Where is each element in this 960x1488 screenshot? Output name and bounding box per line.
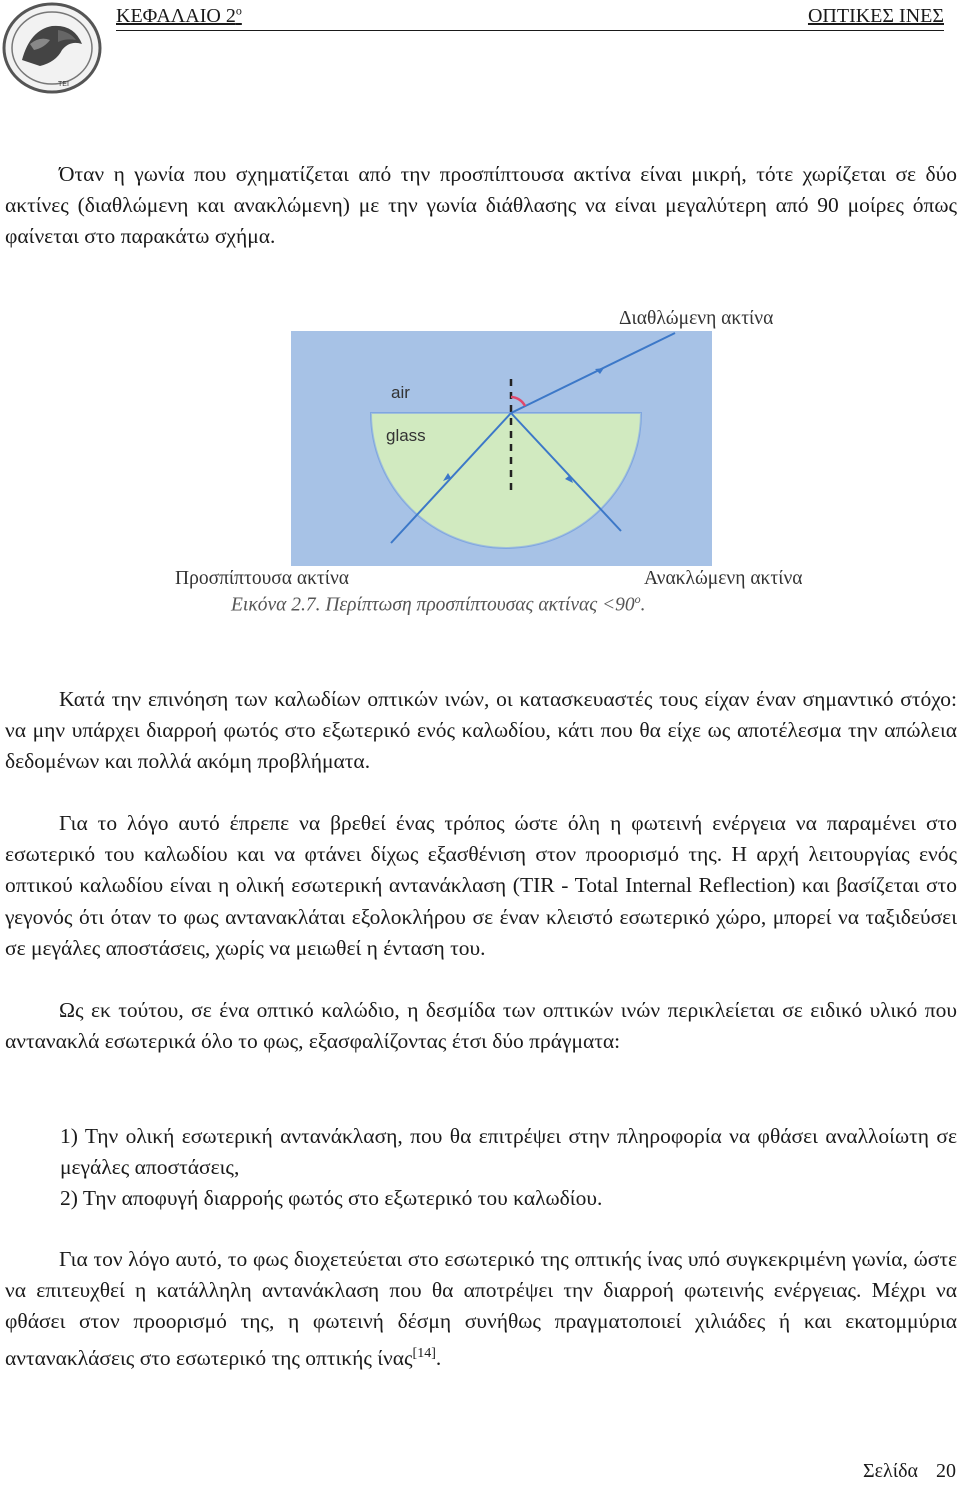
- list-item-1: 1) Την ολική εσωτερική αντανάκλαση, που θα επιτρέψει στην πληροφορία να φθάσει αναλλοίωτη σε μεγάλες αποστάσεις,: [60, 1124, 957, 1180]
- label-incident-ray: Προσπίπτουσα ακτίνα: [175, 568, 350, 589]
- chapter-title: ΟΠΤΙΚΕΣ ΙΝΕΣ: [807, 5, 944, 27]
- label-glass: glass: [386, 426, 426, 445]
- label-refracted-ray: Διαθλώμενη ακτίνα: [619, 308, 774, 329]
- figure-caption: Εικόνα 2.7. Περίπτωση προσπίπτουσας $\alpha\kappa\tau ί\nu\alpha\varsigma <90^o$.: [231, 592, 646, 616]
- intro-paragraph: Όταν η γωνία που σχηματίζεται από την προσπίπτουσα ακτίνα είναι μικρή, τότε χωρίζεται σε δύο ακτίνες (διαθλώμενη και ανακλώμενη) με την γωνία διάθλασης να είναι μεγαλύτερη από 90 μοίρες όπως φαίνεται στο παρακάτω σχήμα.: [5, 162, 957, 249]
- refraction-figure: [291, 331, 712, 566]
- page-word: Σελίδα: [862, 1460, 918, 1482]
- label-reflected-ray: Ανακλώμενη ακτίνα: [644, 568, 803, 589]
- svg-text:TEI: TEI: [58, 81, 69, 88]
- page-number: 20: [936, 1460, 956, 1482]
- institution-logo: [0, 0, 108, 100]
- paragraph-1: Κατά την επινόηση των καλωδίων οπτικών ινών, οι κατασκευαστές τους είχαν έναν σημαντικό στόχο: να μην υπάρχει διαρροή φωτός στο εξωτερικό ενός καλωδίου, κάτι που θα είχε ως αποτέλεσμα την απώλεια δεδομένων και πολλά ακόμη προβλήματα.: [5, 687, 957, 774]
- closing-paragraph: Για τον λόγο αυτό, το φως διοχετεύεται στο εσωτερικό της οπτικής ίνας υπό συγκεκριμένη γωνία, ώστε να επιτευχθεί η κατάλληλη αντανάκλαση που θα αποτρέψει την διαρροή φωτεινής ενέργειας. Μέχρι να φθάσει στον προορισμό της, η φωτεινή δέσμη συνήθως πραγματοποιεί χιλιάδες ή και εκατομμύρια αντανακλάσεις στο εσωτερικό της οπτικής ίνας[14].: [5, 1247, 957, 1370]
- list-item-2: 2) Την αποφυγή διαρροής φωτός στο εξωτερικό του καλωδίου.: [60, 1186, 603, 1210]
- paragraph-2: Για το λόγο αυτό έπρεπε να βρεθεί ένας τρόπος ώστε όλη η φωτεινή ενέργεια να παραμένει στο εσωτερικό του καλωδίου και να φτάνει δίχως εξασθένιση στον προορισμό της. Η αρχή λειτουργίας ενός οπτικού καλωδίου είναι η ολική εσωτερική αντανάκλαση (TIR - Total Internal Reflection) και βασίζεται στο γεγονός ότι όταν το φως αντανακλάται εξολοκλήρου σε έναν κλειστό εσωτερικό χώρο, μπορεί να ταξιδεύσει σε μεγάλες αποστάσεις, χωρίς να μειωθεί η ένταση του.: [5, 811, 957, 960]
- page-footer: [863, 1460, 956, 1483]
- page-header: [116, 2, 944, 31]
- chapter-label: ΚΕΦΑΛΑΙΟ $2^o$: [116, 3, 242, 27]
- citation: [14]: [412, 1345, 436, 1361]
- paragraph-3: Ως εκ τούτου, σε ένα οπτικό καλώδιο, η δεσμίδα των οπτικών ινών περικλείεται σε ειδικό υλικό που αντανακλά εσωτερικά όλο το φως, εξασφαλίζοντας έτσι δύο πράγματα:: [5, 998, 957, 1054]
- label-air: air: [391, 383, 410, 402]
